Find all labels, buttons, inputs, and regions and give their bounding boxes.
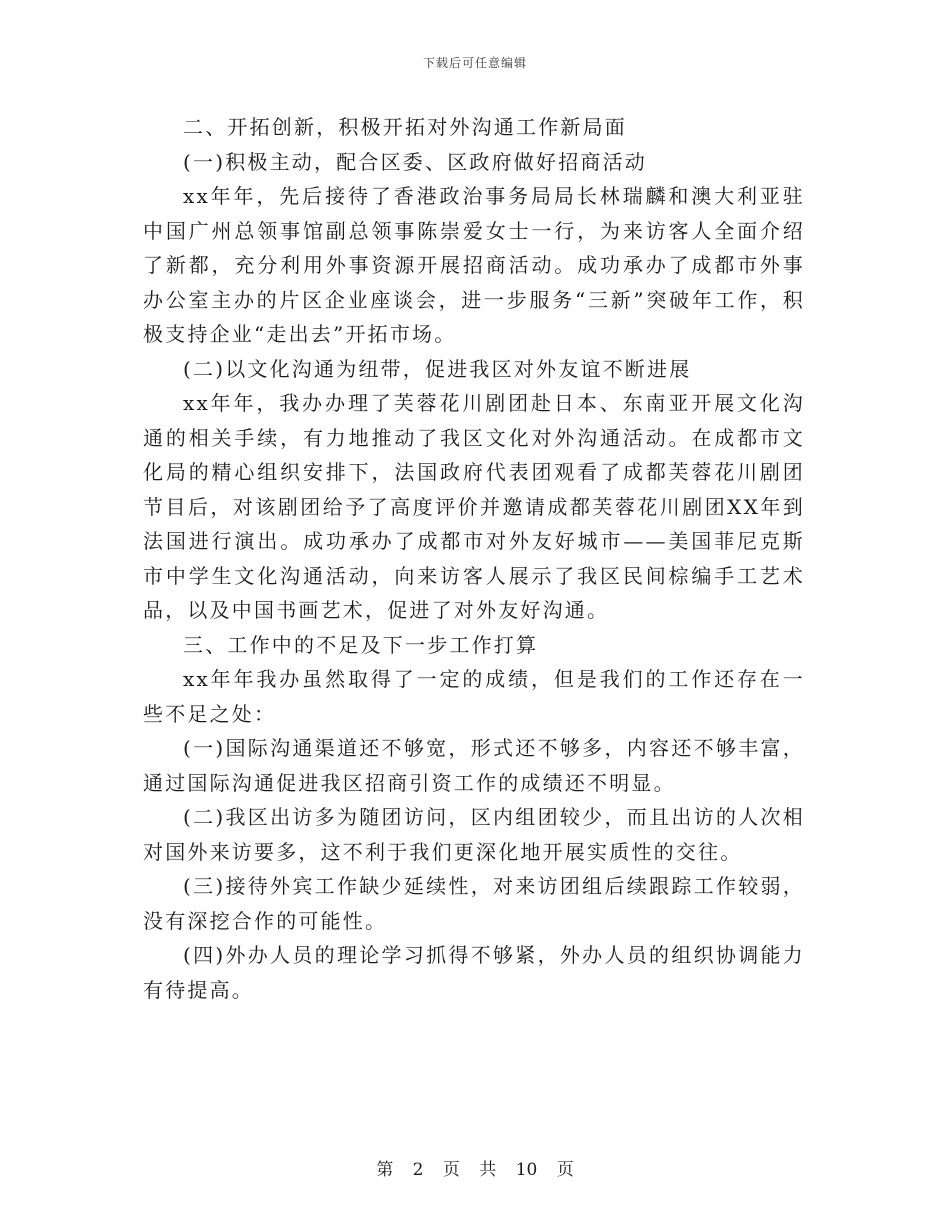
list-item-1: (一)国际沟通渠道还不够宽，形式还不够多，内容还不够丰富，通过国际沟通促进我区招商引资工作的成绩还不明显。 [143, 736, 805, 795]
list-item-2: (二)我区出访多为随团访问，区内组团较少，而且出访的人次相对国外来访要多，这不利于我们更深化地开展实质性的交往。 [143, 805, 805, 864]
subheading-2-2: (二)以文化沟通为纽带，促进我区对外友谊不断进展 [183, 356, 692, 381]
section-heading-2: 二、开拓创新，积极开拓对外沟通工作新局面 [183, 115, 627, 139]
body-paragraph: xx年年我办虽然取得了一定的成绩，但是我们的工作还存在一些不足之处： [143, 667, 805, 726]
footer-total-pages: 10 [515, 1160, 538, 1180]
page-footer [0, 1155, 950, 1180]
document-body [143, 110, 805, 1007]
list-item-3: (三)接待外宾工作缺少延续性，对来访团组后续跟踪工作较弱，没有深挖合作的可能性。 [143, 874, 805, 933]
footer-suffix: 页 [556, 1160, 574, 1180]
body-paragraph: xx年年，先后接待了香港政治事务局局长林瑞麟和澳大利亚驻中国广州总领事馆副总领事陈崇爱女士一行，为来访客人全面介绍了新都，充分利用外事资源开展招商活动。成功承办了成都市外事办公室主办的片区企业座谈会，进一步服务“三新”突破年工作，积极支持企业“走出去”开拓市场。 [143, 184, 805, 346]
footer-page-word: 页 [442, 1160, 460, 1180]
header-note: 下载后可任意编辑 [422, 56, 527, 70]
subheading-2-1: (一)积极主动，配合区委、区政府做好招商活动 [183, 149, 648, 174]
footer-current-page: 2 [412, 1160, 424, 1180]
list-item-4: (四)外办人员的理论学习抓得不够紧，外办人员的组织协调能力有待提高。 [143, 943, 805, 1002]
footer-prefix: 第 [376, 1160, 394, 1180]
body-paragraph: xx年年，我办办理了芙蓉花川剧团赴日本、东南亚开展文化沟通的相关手续，有力地推动了我区文化对外沟通活动。在成都市文化局的精心组织安排下，法国政府代表团观看了成都芙蓉花川剧团节目后，对该剧团给予了高度评价并邀请成都芙蓉花川剧团XX年到法国进行演出。成功承办了成都市对外友好城市——美国菲尼克斯市中学生文化沟通活动，向来访客人展示了我区民间棕编手工艺术品，以及中国书画艺术，促进了对外友好沟通。 [143, 391, 805, 622]
section-heading-3: 三、工作中的不足及下一步工作打算 [183, 632, 539, 657]
footer-total-word: 共 [479, 1160, 497, 1180]
